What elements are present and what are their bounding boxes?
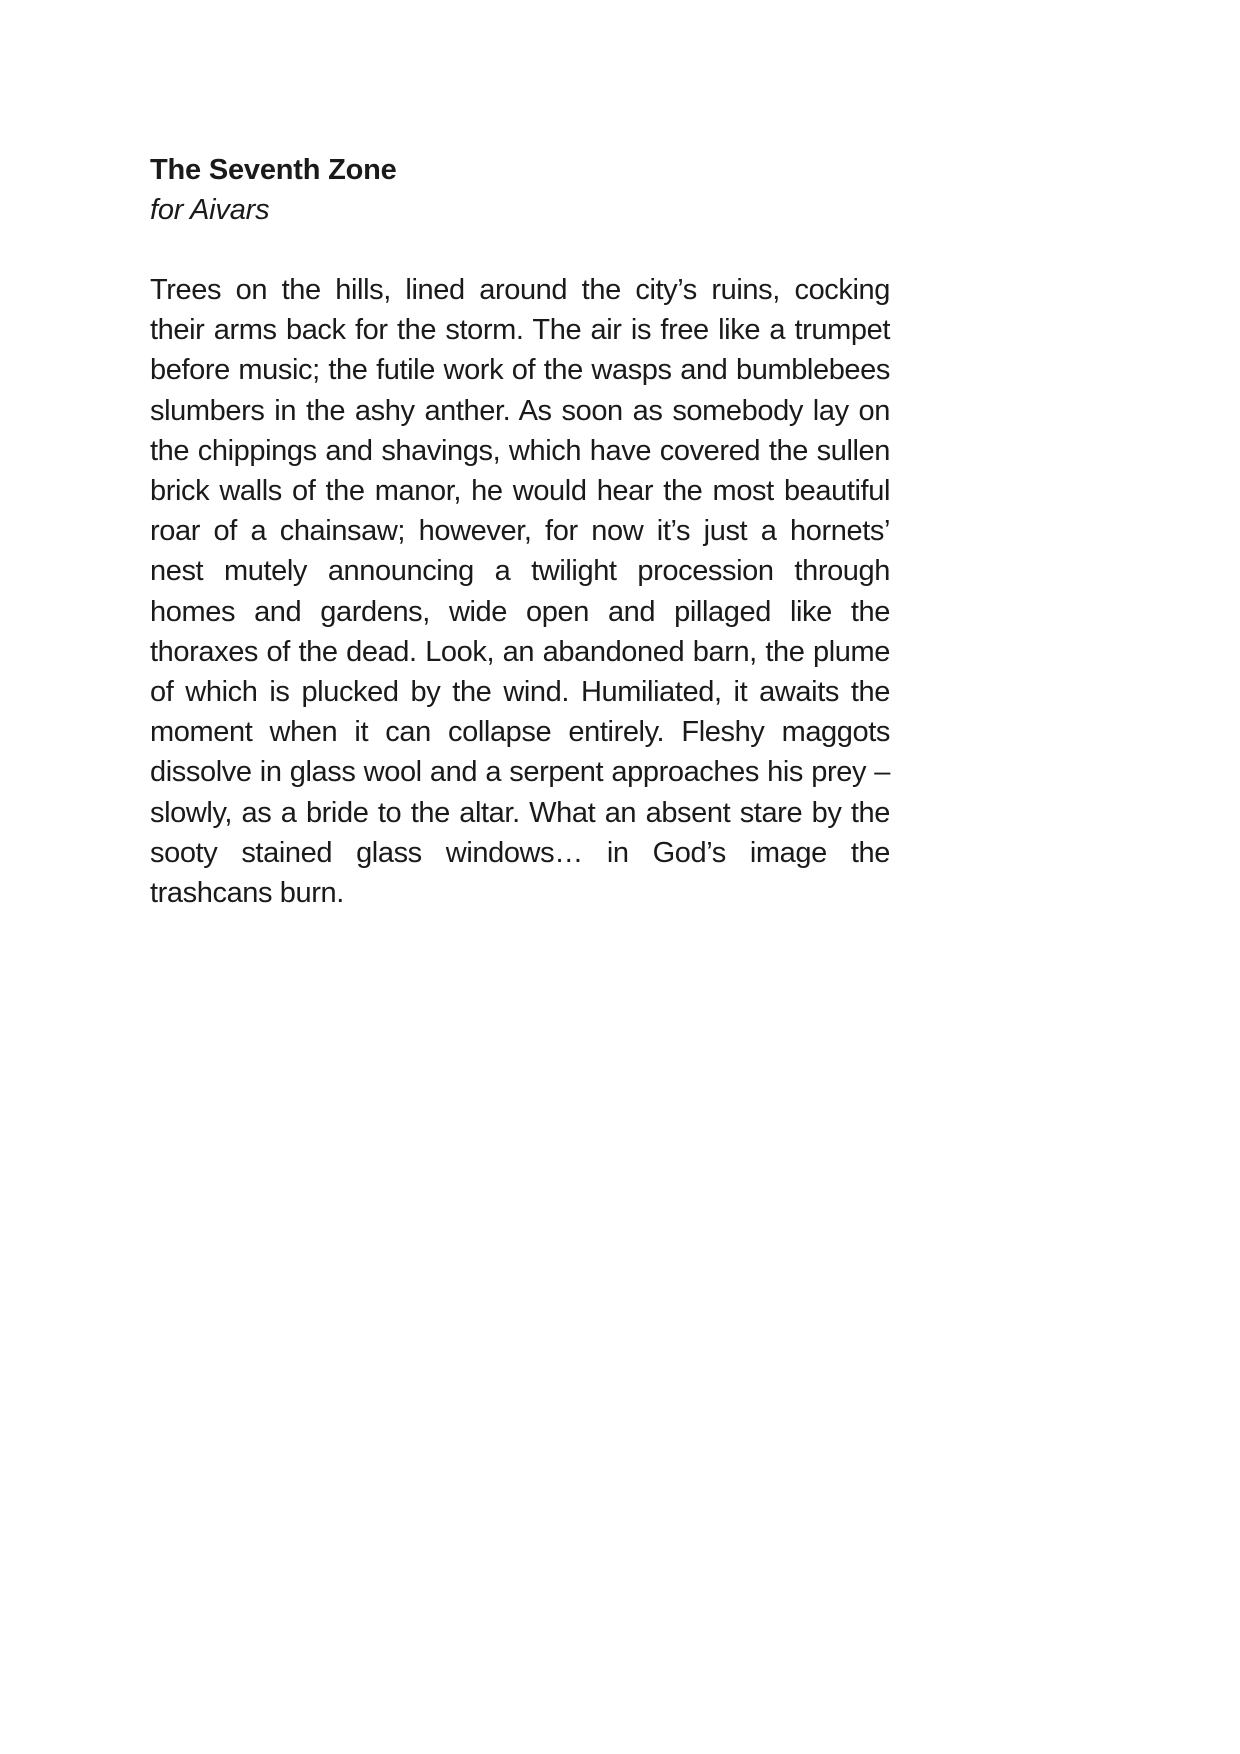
poem-body: Trees on the hills, lined around the city’s ruins, cocking their arms back for the storm. The air is free like a trumpet before music; the futile work of the wasps and bumblebees slumbers in the ashy anther. As soon as somebody lay on the chippings and shavings, which have covered the sullen brick walls of the manor, he would hear the most beautiful roar of a chainsaw; however, for now it’s just a hornets’ nest mutely announcing a twilight procession through homes and gardens, wide open and pillaged like the thoraxes of the dead. Look, an abandoned barn, the plume of which is plucked by the wind. Humiliated, it awaits the moment when it can collapse entirely. Fleshy maggots dissolve in glass wool and a serpent approaches his prey – slowly, as a bride to the altar. What an absent stare by the sooty stained glass windows… in God’s image the trashcans burn. (150, 274, 890, 910)
poem-dedication: for Aivars (150, 194, 270, 226)
poem-title: The Seventh Zone (150, 154, 397, 186)
poem-container (150, 150, 890, 913)
